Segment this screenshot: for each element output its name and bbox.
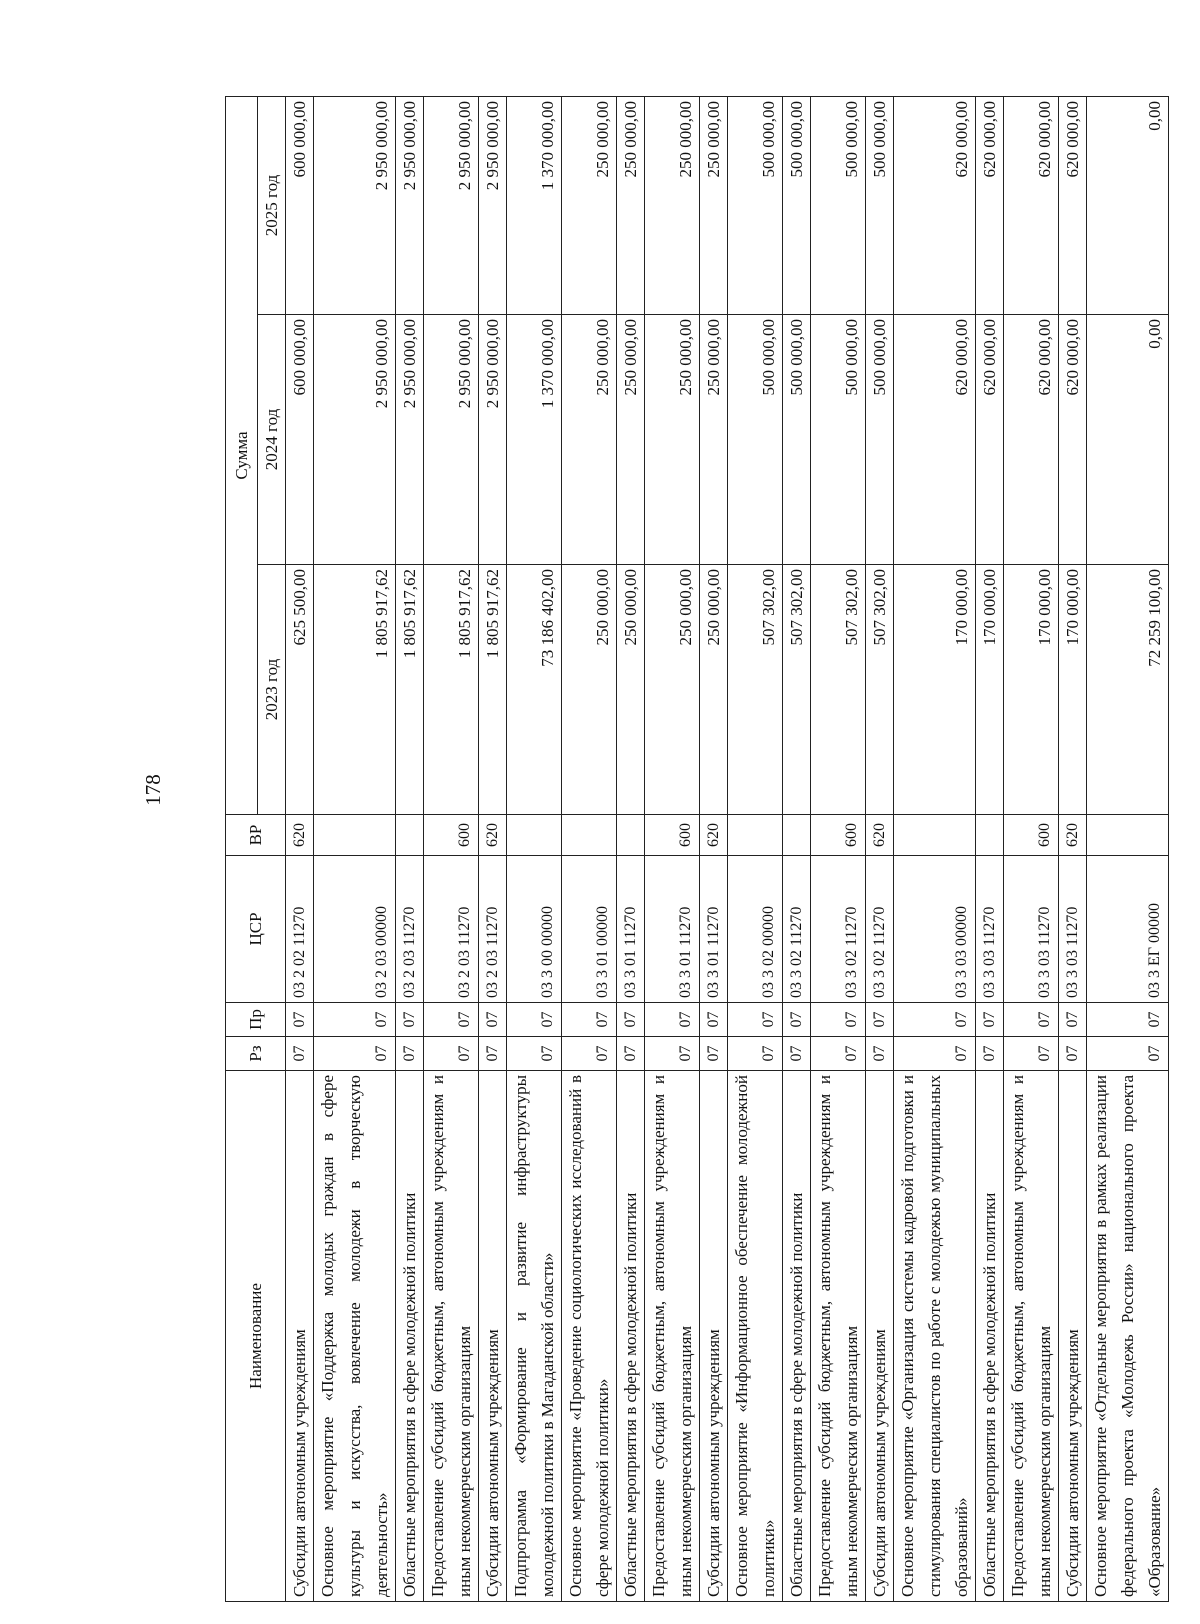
- budget-table: [225, 96, 1169, 1602]
- row-sum-2024: 620 000,00: [1004, 315, 1059, 565]
- row-sum-2025: 250 000,00: [562, 97, 617, 315]
- row-sum-2023: 170 000,00: [1004, 565, 1059, 815]
- table-row: [811, 97, 866, 1602]
- row-name: Субсидии автономным учреждениям: [1059, 1071, 1087, 1602]
- row-sum-2025: 2 950 000,00: [479, 97, 507, 315]
- header-pr: Пр: [226, 1003, 286, 1037]
- row-sum-2023: 170 000,00: [894, 565, 976, 815]
- row-sum-2023: 1 805 917,62: [314, 565, 396, 815]
- row-sum-2025: 600 000,00: [286, 97, 314, 315]
- row-sum-2024: 1 370 000,00: [507, 315, 562, 565]
- row-name: Основное мероприятие «Отдельные мероприятия в рамках реализации федерального проекта «Молодежь России» национального проекта «Образование»: [1087, 1071, 1169, 1602]
- table-row: [424, 97, 479, 1602]
- table-row: [783, 97, 811, 1602]
- row-csr: 03 3 01 11270: [700, 856, 728, 1003]
- row-sum-2024: 250 000,00: [645, 315, 700, 565]
- row-sum-2024: 0,00: [1087, 315, 1169, 565]
- row-name: Областные мероприятия в сфере молодежной политики: [396, 1071, 424, 1602]
- row-pr: 07: [811, 1003, 866, 1037]
- row-name: Предоставление субсидий бюджетным, автономным учреждениям и иным некоммерческим организациям: [811, 1071, 866, 1602]
- row-sum-2024: 620 000,00: [1059, 315, 1087, 565]
- row-name: Основное мероприятие «Информационное обеспечение молодежной политики»: [728, 1071, 783, 1602]
- row-pr: 07: [286, 1003, 314, 1037]
- row-vr: 620: [1059, 815, 1087, 856]
- row-pr: 07: [866, 1003, 894, 1037]
- row-csr: 03 3 02 00000: [728, 856, 783, 1003]
- row-sum-2025: 250 000,00: [700, 97, 728, 315]
- row-csr: 03 2 03 11270: [424, 856, 479, 1003]
- header-2025: 2025 год: [258, 97, 286, 315]
- table-row: [479, 97, 507, 1602]
- row-rz: 07: [1087, 1037, 1169, 1071]
- row-sum-2025: 620 000,00: [1004, 97, 1059, 315]
- row-name: Подпрограмма «Формирование и развитие инфраструктуры молодежной политики в Магаданской области»: [507, 1071, 562, 1602]
- row-rz: 07: [1004, 1037, 1059, 1071]
- row-pr: 07: [1087, 1003, 1169, 1037]
- row-csr: 03 3 03 11270: [1004, 856, 1059, 1003]
- row-vr: 600: [424, 815, 479, 856]
- row-sum-2023: 507 302,00: [811, 565, 866, 815]
- row-csr: 03 2 02 11270: [286, 856, 314, 1003]
- row-sum-2025: 2 950 000,00: [396, 97, 424, 315]
- row-rz: 07: [976, 1037, 1004, 1071]
- table-row: [396, 97, 424, 1602]
- row-sum-2024: 500 000,00: [866, 315, 894, 565]
- row-sum-2025: 250 000,00: [617, 97, 645, 315]
- row-sum-2025: 500 000,00: [783, 97, 811, 315]
- header-2023: 2023 год: [258, 565, 286, 815]
- row-sum-2023: 507 302,00: [866, 565, 894, 815]
- row-csr: 03 2 03 11270: [479, 856, 507, 1003]
- row-vr: [617, 815, 645, 856]
- row-name: Областные мероприятия в сфере молодежной политики: [783, 1071, 811, 1602]
- row-csr: 03 3 00 00000: [507, 856, 562, 1003]
- row-sum-2023: 625 500,00: [286, 565, 314, 815]
- row-vr: 600: [811, 815, 866, 856]
- table-row: [314, 97, 396, 1602]
- row-pr: 07: [1004, 1003, 1059, 1037]
- row-sum-2024: 620 000,00: [976, 315, 1004, 565]
- row-vr: 620: [866, 815, 894, 856]
- row-pr: 07: [894, 1003, 976, 1037]
- row-name: Субсидии автономным учреждениям: [479, 1071, 507, 1602]
- row-name: Предоставление субсидий бюджетным, автономным учреждениям и иным некоммерческим организациям: [424, 1071, 479, 1602]
- row-rz: 07: [479, 1037, 507, 1071]
- row-vr: 620: [286, 815, 314, 856]
- row-vr: [1087, 815, 1169, 856]
- row-rz: 07: [314, 1037, 396, 1071]
- row-rz: 07: [728, 1037, 783, 1071]
- row-sum-2024: 250 000,00: [562, 315, 617, 565]
- row-pr: 07: [314, 1003, 396, 1037]
- row-pr: 07: [645, 1003, 700, 1037]
- row-sum-2023: 507 302,00: [783, 565, 811, 815]
- header-2024: 2024 год: [258, 315, 286, 565]
- row-sum-2023: 72 259 100,00: [1087, 565, 1169, 815]
- row-csr: 03 3 01 11270: [645, 856, 700, 1003]
- row-sum-2025: 620 000,00: [1059, 97, 1087, 315]
- row-rz: 07: [396, 1037, 424, 1071]
- row-rz: 07: [1059, 1037, 1087, 1071]
- row-sum-2025: 250 000,00: [645, 97, 700, 315]
- table-row: [1059, 97, 1087, 1602]
- row-vr: 620: [479, 815, 507, 856]
- row-csr: 03 2 03 00000: [314, 856, 396, 1003]
- page-number: 178: [141, 774, 165, 806]
- row-sum-2023: 73 186 402,00: [507, 565, 562, 815]
- row-sum-2024: 250 000,00: [700, 315, 728, 565]
- table-row: [728, 97, 783, 1602]
- row-rz: 07: [507, 1037, 562, 1071]
- row-rz: 07: [700, 1037, 728, 1071]
- row-sum-2023: 170 000,00: [976, 565, 1004, 815]
- row-csr: 03 3 01 00000: [562, 856, 617, 1003]
- row-vr: [728, 815, 783, 856]
- row-rz: 07: [811, 1037, 866, 1071]
- table-row: [866, 97, 894, 1602]
- row-vr: [783, 815, 811, 856]
- row-rz: 07: [617, 1037, 645, 1071]
- row-name: Основное мероприятие «Проведение социологических исследований в сфере молодежной политики»: [562, 1071, 617, 1602]
- row-sum-2025: 500 000,00: [811, 97, 866, 315]
- header-name: Наименование: [226, 1071, 286, 1602]
- row-vr: [894, 815, 976, 856]
- row-csr: 03 2 03 11270: [396, 856, 424, 1003]
- row-rz: 07: [894, 1037, 976, 1071]
- row-pr: 07: [396, 1003, 424, 1037]
- row-pr: 07: [562, 1003, 617, 1037]
- row-vr: [976, 815, 1004, 856]
- row-pr: 07: [783, 1003, 811, 1037]
- row-sum-2025: 2 950 000,00: [424, 97, 479, 315]
- row-rz: 07: [645, 1037, 700, 1071]
- row-pr: 07: [1059, 1003, 1087, 1037]
- row-sum-2024: 600 000,00: [286, 315, 314, 565]
- row-pr: 07: [617, 1003, 645, 1037]
- row-csr: 03 3 ЕГ 00000: [1087, 856, 1169, 1003]
- row-sum-2024: 2 950 000,00: [314, 315, 396, 565]
- row-name: Субсидии автономным учреждениям: [700, 1071, 728, 1602]
- row-name: Субсидии автономным учреждениям: [866, 1071, 894, 1602]
- row-pr: 07: [976, 1003, 1004, 1037]
- row-sum-2025: 620 000,00: [894, 97, 976, 315]
- row-sum-2023: 1 805 917,62: [396, 565, 424, 815]
- row-sum-2023: 507 302,00: [728, 565, 783, 815]
- row-name: Основное мероприятие «Поддержка молодых граждан в сфере культуры и искусства, вовлечение молодежи в творческую деятельность»: [314, 1071, 396, 1602]
- row-name: Областные мероприятия в сфере молодежной политики: [976, 1071, 1004, 1602]
- row-sum-2023: 1 805 917,62: [479, 565, 507, 815]
- table-row: [507, 97, 562, 1602]
- row-vr: 600: [645, 815, 700, 856]
- header-rz: Рз: [226, 1037, 286, 1071]
- table-row: [286, 97, 314, 1602]
- row-csr: 03 3 01 11270: [617, 856, 645, 1003]
- table-row: [562, 97, 617, 1602]
- row-csr: 03 3 02 11270: [811, 856, 866, 1003]
- header-vr: ВР: [226, 815, 286, 856]
- row-vr: 620: [700, 815, 728, 856]
- row-sum-2025: 1 370 000,00: [507, 97, 562, 315]
- row-pr: 07: [728, 1003, 783, 1037]
- table-row: [894, 97, 976, 1602]
- table-body: [286, 97, 1169, 1602]
- table-row: [1004, 97, 1059, 1602]
- table-row: [700, 97, 728, 1602]
- table-row: [617, 97, 645, 1602]
- row-sum-2023: 250 000,00: [700, 565, 728, 815]
- rotated-table-wrapper: [225, 97, 1164, 1602]
- header-sum: Сумма: [226, 97, 258, 815]
- row-sum-2025: 500 000,00: [866, 97, 894, 315]
- row-sum-2024: 250 000,00: [617, 315, 645, 565]
- row-name: Предоставление субсидий бюджетным, автономным учреждениям и иным некоммерческим организациям: [1004, 1071, 1059, 1602]
- row-csr: 03 3 03 11270: [1059, 856, 1087, 1003]
- row-pr: 07: [424, 1003, 479, 1037]
- row-sum-2024: 2 950 000,00: [396, 315, 424, 565]
- row-vr: [562, 815, 617, 856]
- row-rz: 07: [286, 1037, 314, 1071]
- row-name: Предоставление субсидий бюджетным, автономным учреждениям и иным некоммерческим организациям: [645, 1071, 700, 1602]
- row-pr: 07: [479, 1003, 507, 1037]
- row-sum-2024: 500 000,00: [811, 315, 866, 565]
- row-sum-2023: 1 805 917,62: [424, 565, 479, 815]
- row-sum-2025: 500 000,00: [728, 97, 783, 315]
- row-vr: [507, 815, 562, 856]
- row-name: Областные мероприятия в сфере молодежной политики: [617, 1071, 645, 1602]
- row-vr: 600: [1004, 815, 1059, 856]
- row-pr: 07: [507, 1003, 562, 1037]
- row-pr: 07: [700, 1003, 728, 1037]
- row-sum-2025: 620 000,00: [976, 97, 1004, 315]
- row-sum-2025: 2 950 000,00: [314, 97, 396, 315]
- row-sum-2024: 500 000,00: [728, 315, 783, 565]
- row-sum-2023: 250 000,00: [645, 565, 700, 815]
- row-vr: [314, 815, 396, 856]
- row-name: Субсидии автономным учреждениям: [286, 1071, 314, 1602]
- table-row: [645, 97, 700, 1602]
- row-sum-2024: 620 000,00: [894, 315, 976, 565]
- row-csr: 03 3 02 11270: [783, 856, 811, 1003]
- header-csr: ЦСР: [226, 856, 286, 1003]
- row-rz: 07: [783, 1037, 811, 1071]
- row-vr: [396, 815, 424, 856]
- row-sum-2023: 250 000,00: [617, 565, 645, 815]
- row-sum-2023: 250 000,00: [562, 565, 617, 815]
- row-rz: 07: [424, 1037, 479, 1071]
- row-rz: 07: [562, 1037, 617, 1071]
- row-sum-2024: 2 950 000,00: [424, 315, 479, 565]
- row-sum-2024: 500 000,00: [783, 315, 811, 565]
- table-header: [226, 97, 286, 1602]
- row-csr: 03 3 03 11270: [976, 856, 1004, 1003]
- table-row: [976, 97, 1004, 1602]
- row-sum-2024: 2 950 000,00: [479, 315, 507, 565]
- row-name: Основное мероприятие «Организация системы кадровой подготовки и стимулирования специалистов по работе с молодежью муниципальных образований»: [894, 1071, 976, 1602]
- row-rz: 07: [866, 1037, 894, 1071]
- table-row: [1087, 97, 1169, 1602]
- row-csr: 03 3 03 00000: [894, 856, 976, 1003]
- row-sum-2023: 170 000,00: [1059, 565, 1087, 815]
- row-csr: 03 3 02 11270: [866, 856, 894, 1003]
- row-sum-2025: 0,00: [1087, 97, 1169, 315]
